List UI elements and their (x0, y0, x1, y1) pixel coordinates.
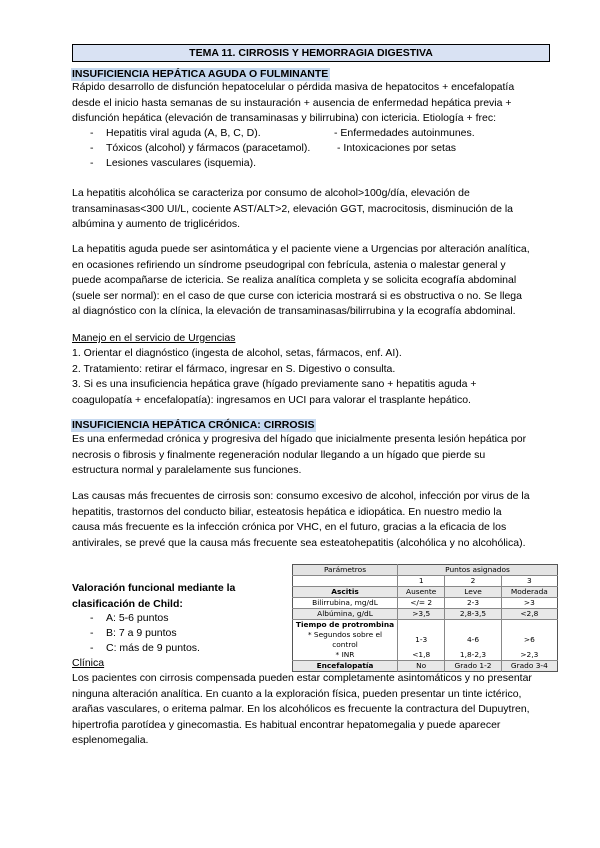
table-header: Puntos asignados (398, 565, 558, 576)
table-row: Encefalopatía No Grado 1-2 Grado 3-4 (293, 661, 558, 672)
alcoholic-hepatitis-paragraph: La hepatitis alcohólica se caracteriza por consumo de alcohol>100g/día, elevación de transaminasas<300 UI/L, cociente AST/ALT>2, elevación GGT, macrocitosis, disminución de la albúmina y aumento de triglicéridos. (72, 187, 514, 231)
section-heading-chronic: INSUFICIENCIA HEPÁTICA CRÓNICA: CIRROSIS (72, 419, 315, 431)
table-row: Albúmina, g/dL >3,5 2,8-3,5 <2,8 (293, 609, 558, 620)
list-item: - C: más de 9 puntos. (90, 642, 200, 654)
list-item: - B: 7 a 9 puntos (90, 627, 177, 639)
clinica-heading: Clínica (72, 657, 105, 669)
management-heading: Manejo en el servicio de Urgencias (72, 332, 236, 344)
management-list: 1. Orientar el diagnóstico (ingesta de alcohol, setas, fármacos, enf. AI). 2. Tratamiento: retirar el fármaco, ingresar en S. Digestivo o consulta. 3. Si es una insuficiencia hepática grave (hígado previamente sano + hepatitis aguda + coagulopatía + encefalopatía): ingresamos en UCI para valorar el trasplante hepático. (72, 347, 477, 406)
table-cell: 2 (445, 576, 501, 587)
list-item: - Intoxicaciones por setas (337, 142, 457, 154)
list-item: - Lesiones vasculares (isquemia). (90, 157, 256, 169)
child-classification-title: Valoración funcional mediante la clasificación de Child: (72, 582, 236, 610)
section-heading-acute: INSUFICIENCIA HEPÁTICA AGUDA O FULMINANTE (72, 68, 329, 80)
table-row: * Segundos sobre el control 1-3 4-6 >6 (293, 630, 558, 650)
list-item: - Hepatitis viral aguda (A, B, C, D). (90, 127, 261, 139)
presentation-paragraph: La hepatitis aguda puede ser asintomática y el paciente viene a Urgencias por alteración analítica, en ocasiones refiriendo un síndrome pseudogripal con febrícula, astenia o malestar general y puede acompañarse de ictericia. Se realiza analítica completa y se solicita ecografía abdominal (suele ser normal): en el caso de que curse con ictericia mostrará si es obstructiva o no. Se llega al diagnóstico con la clínica, la elevación de transaminasas/bilirrubina y la ecografía abdominal. (72, 243, 530, 318)
intro-paragraph: Rápido desarrollo de disfunción hepatocelular o pérdida masiva de hepatocitos + encefalopatía desde el inicio hasta semanas de su instauración + ausencia de enfermedad hepática previa + disfunción hepática (elevación de transaminasas y bilirrubina) con ictericia. Etiología + frec: (72, 81, 515, 125)
table-header: Parámetros (293, 565, 398, 576)
table-cell: 1 (398, 576, 445, 587)
list-item: - A: 5-6 puntos (90, 612, 169, 624)
clinica-paragraph: Los pacientes con cirrosis compensada pueden estar completamente asintomáticos y no presentar ninguna alteración analítica. En cuanto a la exploración física, pueden presentar un tinte ictérico, arañas vasculares, o eritema palmar. En los alcohólicos es frecuente la contractura del Dupuytren, hipertrofia parotídea y ginecomastia. Es habitual encontrar hepatomegalia y puede aparecer esplenomegalia. (72, 672, 532, 747)
table-cell: 3 (501, 576, 557, 587)
cirrhosis-definition: Es una enfermedad crónica y progresiva del hígado que inicialmente presenta lesión hepática por necrosis o fibrosis y finalmente regeneración nodular llegando a un hígado que pierde su estructura normal y paralelamente sus funciones. (72, 433, 527, 477)
table-row: Bilirrubina, mg/dL </= 2 2-3 >3 (293, 598, 558, 609)
list-item: - Enfermedades autoinmunes. (334, 127, 475, 139)
table-row: Ascitis Ausente Leve Moderada (293, 587, 558, 598)
table-row: * INR <1,8 1,8-2,3 >2,3 (293, 650, 558, 661)
page-title: TEMA 11. CIRROSIS Y HEMORRAGIA DIGESTIVA (72, 44, 550, 62)
list-item: - Tóxicos (alcohol) y fármacos (paracetamol). (90, 142, 311, 154)
cirrhosis-causes: Las causas más frecuentes de cirrosis son: consumo excesivo de alcohol, infección por virus de la hepatitis, trastornos del conducto biliar, esteatosis hepática e idiopática. En nuestro medio la causa más frecuente es la infección crónica por VHC, en el futuro, gracias a la eficacia de los antivirales, se prevé que la causa más frecuente sea esteatohepatitis (alcohólica y no alcohólica). (72, 490, 530, 549)
table-row: Tiempo de protrombina (293, 620, 558, 631)
